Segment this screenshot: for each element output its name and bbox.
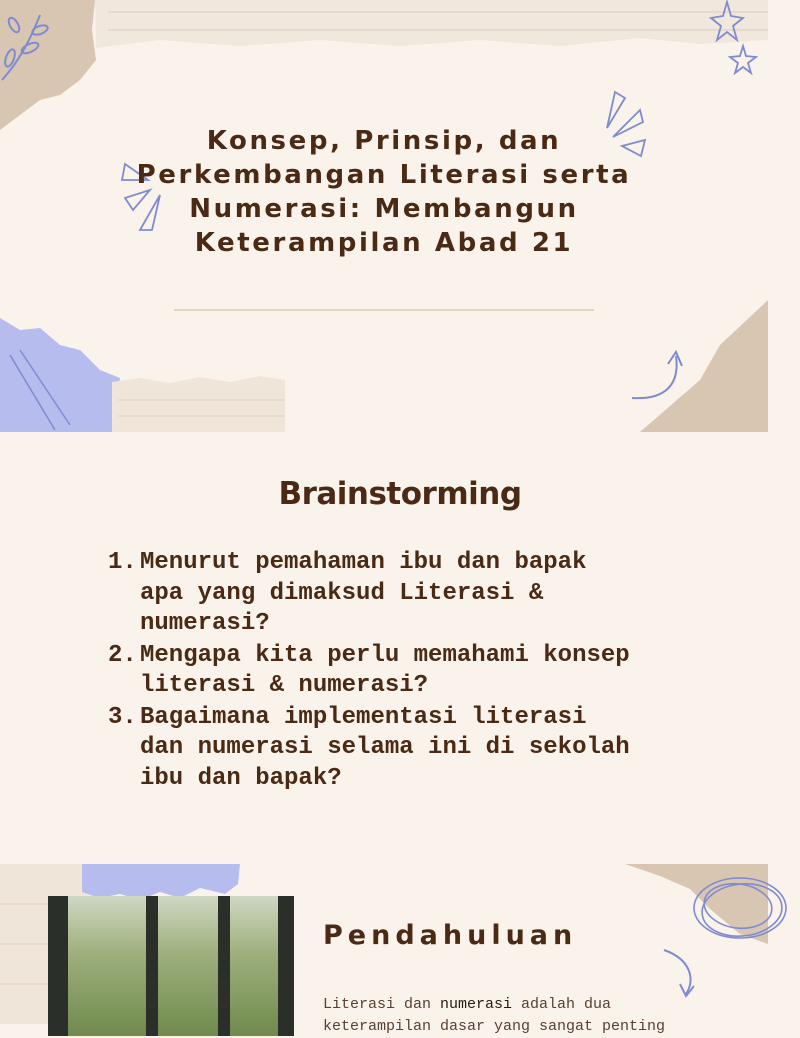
slide-title	[130, 124, 638, 260]
question-list	[108, 548, 688, 795]
item-line: ibu dan bapak?	[140, 764, 342, 792]
item-line: Mengapa kita perlu memahami konsep	[140, 641, 630, 669]
curved-arrow-icon	[664, 950, 694, 996]
list-item	[108, 641, 688, 702]
body-text: keterampilan dasar yang sangat penting	[323, 1018, 666, 1035]
item-number: 3.	[108, 703, 137, 731]
introduction-heading: Pendahuluan	[323, 920, 578, 951]
item-line: Menurut pemahaman ibu dan bapak	[140, 549, 587, 576]
title-line: Perkembangan Literasi serta	[136, 160, 632, 190]
body-text: adalah dua	[512, 996, 612, 1013]
torn-paper-top-right	[625, 864, 768, 944]
torn-paper-blue	[0, 318, 120, 432]
brainstorming-slide	[0, 432, 768, 864]
body-emphasis: numerasi	[440, 996, 513, 1013]
list-item	[108, 703, 688, 795]
title-line: Numerasi: Membangun	[189, 194, 579, 224]
title-line: Keterampilan Abad 21	[194, 228, 574, 258]
item-line: literasi & numerasi?	[140, 672, 429, 699]
item-line: Bagaimana implementasi literasi	[140, 703, 587, 731]
lined-paper-top	[95, 0, 768, 48]
introduction-slide	[0, 864, 768, 1035]
title-divider	[174, 309, 594, 311]
lined-paper-bottom	[112, 376, 285, 432]
window-photo	[48, 896, 294, 1036]
item-number: 1.	[108, 549, 137, 576]
torn-paper-bottom-right	[640, 300, 768, 432]
brainstorming-heading: Brainstorming	[278, 476, 522, 512]
torn-paper-blue	[82, 864, 240, 900]
curved-arrow-icon	[632, 352, 682, 398]
list-item	[108, 548, 688, 640]
item-line: dan numerasi selama ini di sekolah	[140, 734, 630, 761]
introduction-text	[323, 994, 683, 1038]
item-line: numerasi?	[140, 610, 270, 637]
item-line: apa yang dimaksud Literasi &	[140, 579, 544, 607]
body-text: Literasi dan	[323, 996, 441, 1013]
title-slide	[0, 0, 768, 432]
item-number: 2.	[108, 641, 137, 669]
title-line: Konsep, Prinsip, dan	[206, 126, 562, 156]
star-icon	[730, 46, 756, 73]
